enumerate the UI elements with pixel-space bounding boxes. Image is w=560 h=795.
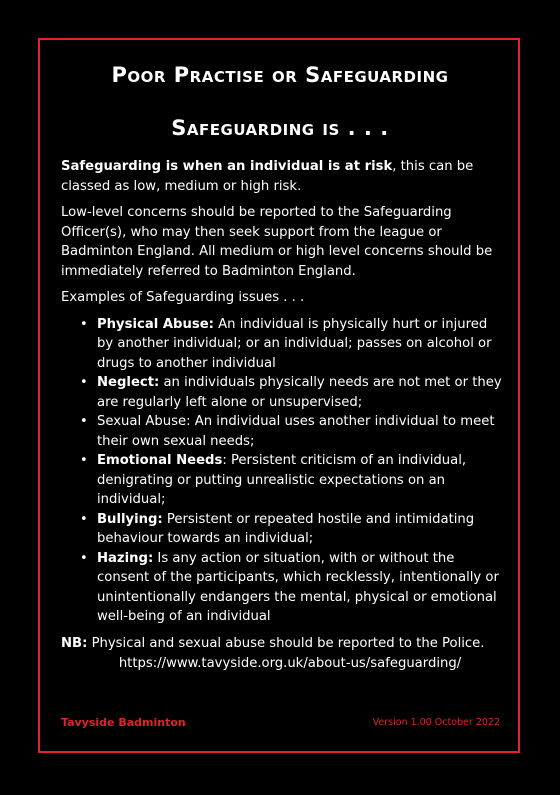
list-item — [61, 373, 504, 412]
issues-list — [61, 315, 504, 627]
bullet-icon: • — [80, 316, 88, 332]
bullet-icon: • — [80, 453, 88, 468]
safeguarding-link[interactable]: https://www.tavyside.org.uk/about-us/safeguarding/ — [118, 656, 462, 671]
page-subtitle: Safeguarding is . . . — [171, 116, 389, 140]
bullet-icon: • — [80, 414, 88, 429]
issue-text: Is any action or situation, with or without the consent of the participants, which recklessly, intentionally or unintentionally endangers the mental, physical or emotional well-being of an individual — [97, 550, 499, 624]
issue-text: An individual is physically hurt or injured by another individual; or an individual; passes on alcohol or drugs to another individual — [97, 316, 492, 371]
intro-paragraph — [61, 157, 504, 196]
bullet-icon: • — [80, 550, 88, 566]
list-item — [61, 412, 504, 451]
page-title: Poor Practise or Safeguarding — [111, 63, 449, 87]
low-level-paragraph: Low-level concerns should be reported to the Safeguarding Officer(s), who may then seek support from the league or Badminton England. All medium or high level concerns should be immediately referred to Badminton England. — [61, 205, 493, 279]
main-content — [61, 157, 504, 660]
issue-term: Physical Abuse: — [97, 316, 214, 332]
nb-paragraph — [61, 634, 504, 654]
intro-bold: Safeguarding is when an individual is at risk — [61, 159, 393, 174]
bullet-icon: • — [80, 375, 88, 390]
nb-text: Physical and sexual abuse should be reported to the Police. — [87, 635, 485, 651]
list-item — [61, 451, 504, 510]
list-item — [61, 315, 504, 374]
footer-organisation: Tavyside Badminton — [61, 716, 186, 729]
issue-text: : Persistent criticism of an individual, denigrating or putting unrealistic expectations on an individual; — [97, 453, 467, 507]
nb-label: NB: — [61, 635, 88, 651]
issue-term: Bullying: — [97, 511, 163, 527]
bullet-icon: • — [80, 511, 88, 527]
intro-rest: , this can be classed as low, medium or high risk. — [61, 159, 474, 194]
list-item — [61, 549, 504, 627]
issue-text: Sexual Abuse: An individual uses another individual to meet their own sexual needs; — [97, 414, 495, 449]
footer-version: Version 1.00 October 2022 — [372, 717, 500, 728]
issue-term: Hazing: — [97, 550, 154, 566]
examples-intro: Examples of Safeguarding issues . . . — [61, 290, 305, 305]
issue-term: Emotional Needs — [97, 453, 223, 468]
list-item — [61, 510, 504, 549]
issue-text: Persistent or repeated hostile and intimidating behaviour towards an individual; — [97, 511, 475, 546]
issue-term: Neglect: — [97, 375, 160, 390]
issue-text: an individuals physically needs are not met or they are regularly left alone or unsupervised; — [97, 375, 502, 410]
